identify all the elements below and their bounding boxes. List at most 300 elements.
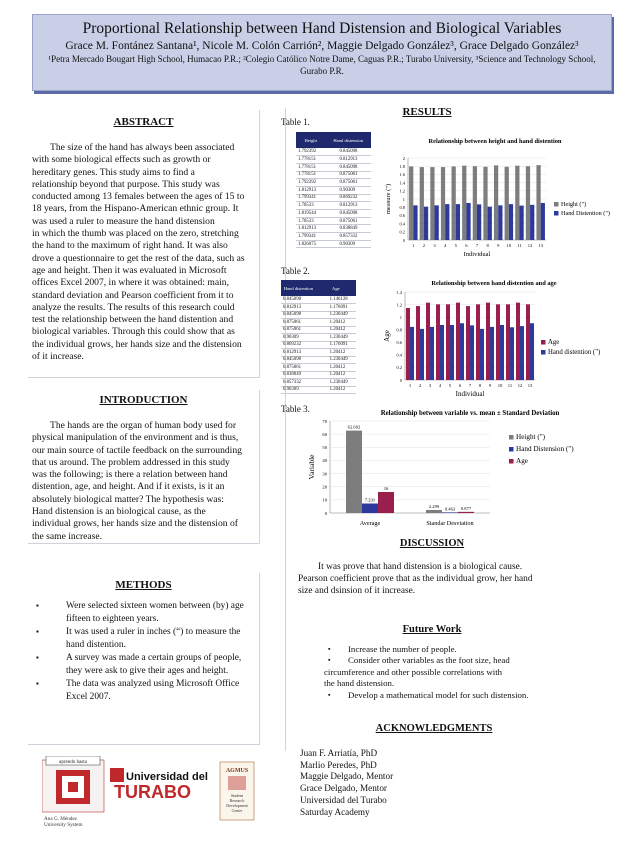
universidad-del-turabo-logo: [110, 768, 208, 802]
future-work-list: [298, 644, 566, 701]
bullet-text: Excel 2007.: [66, 692, 111, 702]
text-line: physical manipulation of the environment and is thus,: [32, 432, 239, 444]
bar: [413, 205, 417, 240]
introduction-section: [28, 390, 260, 544]
bar: [462, 166, 466, 240]
table1-caption: Table 1.: [281, 117, 310, 127]
y-tick-label: 1.8: [399, 164, 405, 169]
table1: [296, 132, 371, 248]
x-tick-label: 3: [428, 383, 432, 388]
table-cell: 0.875061: [325, 217, 371, 225]
chart-hand-vs-age: [375, 276, 633, 406]
table-cell: 0.812913: [325, 202, 371, 210]
data-label: 7.231: [364, 497, 376, 503]
discussion-heading: DISCUSSION: [399, 538, 465, 549]
y-axis-label: measure ("): [385, 183, 392, 215]
chart-title: Relationship between hand distention and age: [431, 280, 557, 287]
x-tick-label: 12: [517, 383, 523, 388]
poster-title: Proportional Relationship between Hand Distension and Biological Variables: [82, 20, 562, 37]
table-row: [281, 334, 356, 342]
table3-caption: Table 3.: [281, 404, 310, 414]
bar: [450, 325, 454, 380]
table-cell: 0.869232: [325, 194, 371, 202]
table-cell: 1.20412: [316, 326, 356, 334]
introduction-text: [28, 420, 259, 543]
y-tick-label: 30: [322, 471, 327, 477]
table-cell: 0.90309: [281, 334, 316, 342]
table-cell: 0.845098: [281, 296, 316, 304]
sponsor-logos: [42, 756, 268, 832]
bar: [420, 329, 424, 380]
x-tick-label: 7: [468, 383, 472, 388]
table-cell: 0.838849: [281, 371, 316, 379]
table-row: [281, 304, 356, 312]
agmus-line-2: Research: [229, 798, 245, 803]
table-row: [296, 186, 371, 194]
text-line: distention, age, and height. And if it exists, is it an: [32, 481, 225, 493]
table-row: [296, 217, 371, 225]
text-line: Hand distension is an biological cause, as the: [32, 506, 206, 518]
legend-swatch: [541, 340, 546, 345]
bullet-text: circumference and other possible correlations with: [324, 666, 503, 677]
bar: [446, 304, 450, 380]
table-cell: 0.875061: [325, 171, 371, 179]
bar: [416, 306, 420, 380]
bullet-item-continuation: [36, 665, 259, 677]
x-tick-label: 5: [454, 243, 457, 248]
turabo-small-text: Universidad del: [126, 771, 208, 783]
y-tick-label: 1: [402, 196, 405, 202]
bar: [456, 303, 460, 380]
table-row: [296, 233, 371, 241]
text-line: conducted among 13 females between the ages of 15 to: [32, 191, 245, 203]
bullet-text: Were selected sixteen women between (by) age: [66, 601, 244, 611]
bar: [488, 207, 492, 240]
table-cell: 1.812913: [296, 225, 325, 233]
table-cell: 1.176091: [316, 304, 356, 312]
bullet-text: Consider other variables as the foot size, head: [348, 655, 510, 666]
table-row: [281, 341, 356, 349]
table-row: [281, 296, 356, 304]
bar: [426, 303, 430, 380]
text-line: The size of the hand has always been associated: [50, 142, 235, 153]
bar: [516, 303, 520, 380]
chart-title: Relationship between variable vs. mean ± Standard Deviation: [380, 410, 560, 417]
y-tick-label: 0.6: [399, 213, 405, 219]
table-row: [296, 194, 371, 202]
table-cell: 0.857332: [325, 233, 371, 241]
agmus-logo: [220, 762, 254, 820]
x-tick-label: 1: [412, 243, 415, 248]
bar: [424, 207, 428, 240]
bullet-text: The data was analyzed using Microsoft Office: [66, 679, 240, 689]
y-tick-label: 2: [402, 155, 405, 161]
agmus-line-4: Center: [231, 808, 243, 813]
table2: [281, 280, 356, 394]
poster-affiliations: ¹Petra Mercado Bougart High School, Humacao P.R.; ²Colegio Católico Notre Dame, Caguas P.R.; Turabo University, ³Science and Technology School, Gurabo P.R.: [48, 54, 596, 76]
table-cell: 0.857332: [281, 379, 316, 387]
introduction-heading: INTRODUCTION: [99, 394, 188, 406]
bullet-item: [36, 678, 259, 690]
table-cell: 0.812913: [281, 349, 316, 357]
methods-section: [28, 573, 260, 745]
table-cell: 0.875061: [281, 326, 316, 334]
table-row: [281, 319, 356, 327]
bar: [410, 327, 414, 380]
table-cell: 1.20412: [316, 319, 356, 327]
table-row: [281, 326, 356, 334]
x-tick-label: 7: [475, 243, 479, 248]
y-axis-label: Variable: [307, 454, 316, 480]
y-tick-label: 0.6: [396, 340, 402, 346]
agmus-line-1: Student: [230, 793, 244, 798]
table-cell: 1.230449: [316, 356, 356, 364]
text-line: age and height. Then it was evaluated in Microsoft: [32, 264, 227, 276]
text-line: The hands are the organ of human body used for: [50, 420, 237, 431]
table-row: [281, 311, 356, 319]
bar: [510, 327, 514, 380]
bar: [406, 308, 410, 380]
acknowledgment-name: Juan F. Arriatía, PhD: [300, 748, 378, 758]
table-cell: 1.230449: [316, 311, 356, 319]
bullet-item: [36, 600, 259, 612]
bullet-text: the hand distension.: [324, 678, 395, 689]
bar: [346, 431, 362, 513]
table-cell: 0.90309: [281, 386, 316, 394]
table-row: [281, 349, 356, 357]
legend-label: Age: [548, 339, 560, 346]
y-tick-label: 1.4: [396, 289, 402, 295]
y-tick-label: 20: [322, 484, 327, 490]
text-line: of it increase.: [32, 351, 84, 363]
bullet-item-continuation: [36, 639, 259, 651]
bullet-item-continuation: [298, 678, 566, 689]
table-cell: 1.826075: [296, 240, 325, 248]
y-tick-label: 0.2: [399, 229, 405, 235]
table-cell: 0.812913: [325, 156, 371, 164]
y-tick-label: 1.2: [396, 302, 402, 308]
data-label: 0.877: [460, 505, 472, 511]
table-row: [296, 202, 371, 210]
bullet-icon: ▪: [36, 627, 39, 636]
y-tick-label: 1.4: [399, 180, 405, 186]
methods-list: [28, 600, 259, 703]
x-axis-label: Individual: [455, 390, 485, 398]
abstract-section: [28, 110, 260, 378]
future-work-section: [298, 624, 566, 701]
chart-height-vs-hand: [380, 134, 626, 264]
bar: [409, 167, 413, 240]
bullet-icon: ▪: [36, 679, 39, 688]
table-cell: 1.230449: [316, 379, 356, 387]
text-line: absolutely biological matter? The hypothesis was:: [32, 493, 224, 505]
text-line: the individual grows, her hands size and the distension: [32, 338, 242, 350]
bullet-text: Develop a mathematical model for such distension.: [348, 689, 529, 700]
table-cell: 0.875061: [325, 179, 371, 187]
data-label: 0.463: [444, 506, 456, 512]
table-cell: 1.20412: [316, 371, 356, 379]
x-tick-label: 12: [527, 243, 533, 248]
y-tick-label: 0.4: [396, 352, 402, 358]
legend-label: Height ("): [516, 433, 546, 441]
bullet-text: A survey was made a certain groups of people,: [66, 653, 242, 663]
bullet-item: [36, 652, 259, 664]
bar: [470, 325, 474, 380]
y-tick-label: 1: [399, 314, 402, 320]
bullet-item: [298, 655, 566, 666]
bar: [466, 306, 470, 380]
x-axis-label: Individual: [463, 251, 491, 258]
x-tick-label: 2: [422, 243, 426, 248]
table-cell: 1.78533: [296, 202, 325, 210]
table-cell: 1.78533: [296, 217, 325, 225]
discussion-section: [298, 538, 566, 597]
acknowledgment-name: Maggie Delgado, Mentor: [300, 771, 394, 782]
legend-label: Height ("): [561, 201, 587, 208]
table-cell: 1.20412: [316, 364, 356, 372]
table-row: [296, 240, 371, 248]
bar: [473, 166, 477, 240]
table-row: [281, 356, 356, 364]
y-tick-label: 0: [399, 377, 402, 383]
acknowledgments-list: [300, 748, 568, 818]
x-tick-label: 9: [488, 383, 492, 388]
poster-header: [32, 14, 612, 91]
ana-g-mendez-logo: [42, 756, 104, 828]
table-cell: 0.845098: [325, 148, 371, 156]
text-line: relationship beyond that purpose. This study was: [32, 178, 220, 190]
text-line: offices Excel 2007, in where it was obtained: main,: [32, 277, 229, 289]
bullet-text: fifteen to eighteen years.: [66, 614, 159, 624]
bullet-text: they were ask to give their ages and height.: [66, 666, 229, 676]
table-header-cell: Height: [296, 132, 325, 148]
table-cell: 1.20412: [316, 349, 356, 357]
text-line: drove a questionnaire to get the rest of the data, such as: [32, 252, 245, 264]
bar: [426, 510, 442, 513]
legend-swatch: [541, 350, 546, 355]
y-tick-label: 0.8: [399, 205, 405, 210]
table-cell: 0.90309: [325, 240, 371, 248]
bullet-icon: ▪: [36, 601, 39, 610]
bar: [378, 492, 394, 513]
bullet-item: [298, 690, 566, 701]
acknowledgment-name: Marlio Peredes, PhD: [300, 759, 377, 770]
text-line: Pearson coefficient prove that as the individual grow, her hand: [298, 574, 533, 585]
legend-label: Hand Distention ("): [561, 210, 610, 217]
table-cell: 1.778151: [296, 171, 325, 179]
bar: [509, 204, 513, 240]
bar: [519, 206, 523, 240]
legend-label: Hand distention ("): [548, 349, 601, 356]
turabo-big-text: TURABO: [114, 782, 191, 802]
bar: [460, 323, 464, 380]
text-line: that us around. The problem addressed in this study: [32, 456, 230, 468]
bullet-icon: ▪: [328, 656, 331, 665]
bar: [430, 327, 434, 380]
x-tick-label: 6: [465, 243, 468, 248]
table-row: [281, 364, 356, 372]
table-cell: 1.146128: [316, 296, 356, 304]
future-work-heading: Future Work: [402, 624, 462, 635]
x-tick-label: 2: [418, 383, 422, 388]
table-row: [296, 210, 371, 218]
bar: [526, 304, 530, 380]
bar: [420, 167, 424, 240]
x-tick-label: 4: [444, 243, 447, 248]
text-line: test the relationship between the hand distention and: [32, 314, 234, 326]
table-row: [296, 171, 371, 179]
poster-authors: Grace M. Fontánez Santana¹, Nicole M. Colón Carrión², Maggie Delgado González³, Grace Delgado González³: [65, 40, 579, 52]
table-cell: 1.799341: [296, 194, 325, 202]
bar: [480, 329, 484, 380]
text-line: was the following; is there a relation between hand: [32, 469, 228, 481]
table-cell: 1.812913: [296, 186, 325, 194]
agmus-title: AGMUS: [225, 768, 249, 774]
x-tick-label: 5: [448, 383, 452, 388]
bar: [430, 167, 434, 240]
acknowledgment-name: Saturday Academy: [300, 806, 370, 817]
table-cell: 1.792392: [296, 179, 325, 187]
y-tick-label: 0.2: [396, 365, 402, 371]
x-tick-label: Standar Desviation: [426, 520, 474, 527]
bar: [445, 204, 449, 240]
bullet-text: It was used a ruler in inches (“) to measure the: [66, 627, 241, 637]
bar: [530, 323, 534, 380]
methods-heading: METHODS: [115, 579, 172, 591]
x-tick-label: 11: [507, 383, 513, 388]
bar: [477, 204, 481, 240]
table2-caption: Table 2.: [281, 266, 310, 276]
x-tick-label: 6: [458, 383, 462, 388]
text-line: hereditary genes. This study aims to find a: [32, 166, 195, 178]
table-cell: 1.819544: [296, 210, 325, 218]
text-line: 18 years, from the Hispano-American ethnic group. It: [32, 203, 239, 215]
bar: [440, 325, 444, 380]
acknowledgments-section: [300, 723, 568, 818]
table-cell: 0.845098: [281, 356, 316, 364]
bar: [494, 165, 498, 240]
data-label: 2.299: [428, 503, 440, 509]
chart-mean-sd: [300, 405, 626, 533]
table-cell: 0.845098: [325, 163, 371, 171]
data-label: 62.692: [347, 424, 361, 430]
ana-g-mendez-system: University System: [44, 822, 83, 828]
legend-label: Age: [516, 457, 528, 465]
text-line: with some biological effects such as growth or: [32, 154, 211, 166]
bar: [530, 205, 534, 240]
bar: [476, 304, 480, 380]
text-line: standard deviation and Pearson coefficient from it to: [32, 289, 234, 301]
bullet-item: [36, 626, 259, 638]
bar: [526, 166, 530, 240]
bar: [435, 205, 439, 240]
table-cell: 1.176091: [316, 341, 356, 349]
y-tick-label: 60: [322, 431, 327, 437]
y-tick-label: 1.2: [399, 188, 405, 194]
bar: [456, 204, 460, 240]
text-line: It was prove that hand distension is a biological cause.: [318, 562, 523, 572]
bar: [452, 167, 456, 240]
bar: [515, 166, 519, 240]
x-tick-label: 11: [517, 243, 522, 248]
bar: [458, 512, 474, 513]
y-tick-label: 10: [322, 497, 327, 503]
x-tick-label: 4: [438, 383, 442, 388]
bar: [362, 503, 378, 513]
table-cell: 0.875061: [281, 319, 316, 327]
table-cell: 1.20412: [316, 386, 356, 394]
text-line: was used a ruler to measure the hand distension: [32, 215, 215, 227]
bullet-icon: ▪: [36, 653, 39, 662]
y-tick-label: 0.4: [399, 221, 405, 227]
table-cell: 0.869232: [281, 341, 316, 349]
bar: [498, 205, 502, 240]
bar: [466, 203, 470, 240]
table-cell: 1.778151: [296, 163, 325, 171]
table-row: [296, 179, 371, 187]
bullet-icon: ▪: [328, 645, 331, 653]
x-tick-label: 10: [497, 383, 503, 388]
text-line: the hand to the maximum of right hand. It was also: [32, 240, 228, 252]
y-tick-label: 70: [322, 418, 327, 424]
text-line: biological variables. Through this could show that as: [32, 326, 235, 338]
table-cell: 0.90309: [325, 186, 371, 194]
legend-swatch: [509, 459, 514, 464]
text-line: in which the thumb was placed on the zero, stretching: [32, 228, 239, 240]
abstract-text: [28, 142, 259, 363]
bar: [483, 167, 487, 240]
x-tick-label: 8: [478, 383, 482, 388]
y-axis-label: Age: [383, 330, 391, 342]
text-line: our main source of tactile feedback on the surrounding: [32, 444, 242, 456]
bullet-text: hand distention.: [66, 640, 126, 650]
bar: [441, 167, 445, 240]
bar: [486, 303, 490, 380]
table-cell: 1.778151: [296, 156, 325, 164]
text-line: size and dsinsion of it increase.: [298, 586, 416, 597]
results-heading: RESULTS: [402, 106, 452, 118]
data-label: 16: [383, 485, 389, 491]
legend-swatch: [554, 211, 559, 216]
table-header-cell: Age: [316, 280, 356, 296]
legend-swatch: [509, 435, 514, 440]
bar: [500, 325, 504, 380]
bar: [436, 304, 440, 380]
acknowledgment-name: Grace Delgado, Mentor: [300, 783, 387, 794]
table-cell: 0.875061: [281, 364, 316, 372]
chart-title: Relationship between height and hand distention: [428, 138, 562, 145]
table-cell: 1.792392: [296, 148, 325, 156]
x-tick-label: 3: [433, 243, 436, 248]
bullet-item-continuation: [36, 691, 259, 703]
ana-g-mendez-name: Ana G. Méndez: [44, 816, 77, 822]
table-row: [281, 371, 356, 379]
bar: [541, 203, 545, 240]
y-tick-label: 40: [322, 458, 327, 464]
y-tick-label: 1.6: [399, 172, 405, 178]
bar: [496, 304, 500, 380]
bar: [490, 327, 494, 380]
x-tick-label: 13: [538, 243, 543, 248]
bar: [505, 167, 509, 240]
acknowledgment-name: Universidad del Turabo: [300, 794, 387, 805]
table-row: [281, 379, 356, 387]
abstract-heading: ABSTRACT: [113, 116, 174, 128]
x-tick-label: 9: [497, 243, 500, 248]
bullet-icon: ▪: [328, 690, 331, 699]
bar: [442, 512, 458, 513]
table-cell: 0.845098: [281, 311, 316, 319]
